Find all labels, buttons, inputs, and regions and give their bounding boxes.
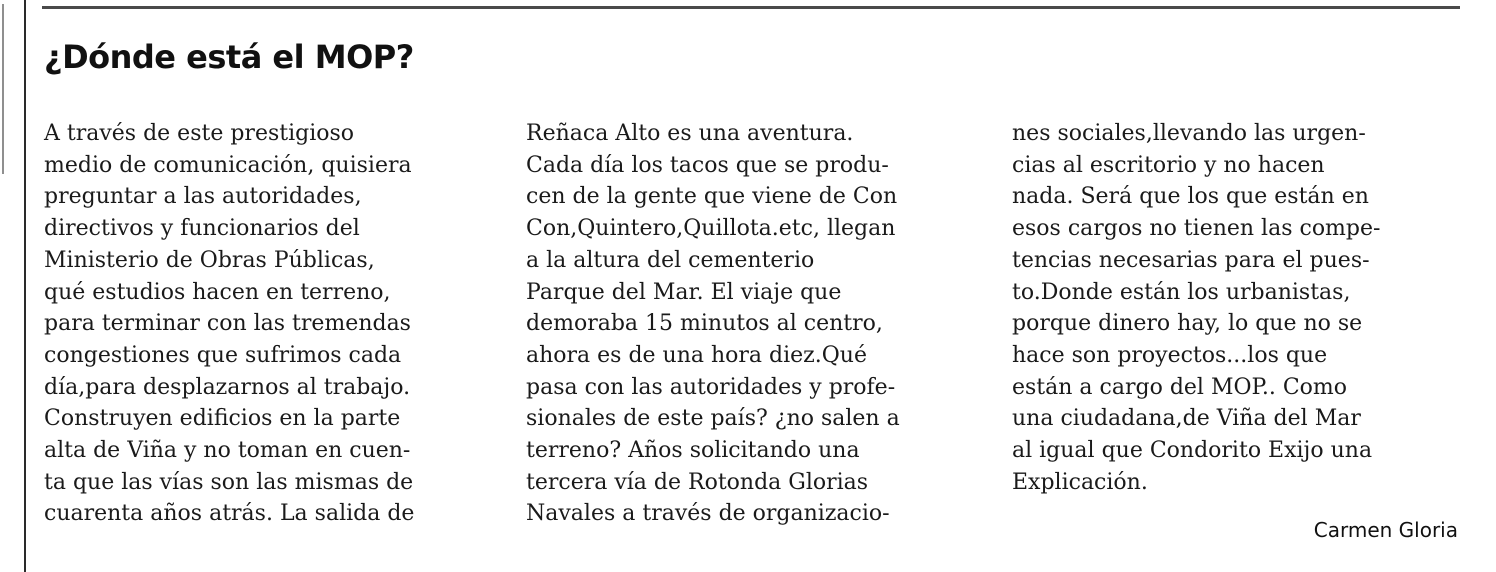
text-line: terreno? Años solicitando una xyxy=(526,438,860,464)
text-line: nes sociales,llevando las urgen- xyxy=(1012,121,1366,146)
text-line: Cada día los tacos que se produ- xyxy=(526,152,889,178)
text-line: A través de este prestigioso xyxy=(44,121,355,146)
text-line: Reñaca Alto es una aventura. xyxy=(526,121,854,146)
article-column-1 xyxy=(44,118,504,530)
text-line: hace son proyectos...los que xyxy=(1012,342,1328,368)
text-line: cuarenta años atrás. La salida de xyxy=(44,501,415,527)
text-line: preguntar a las autoridades, xyxy=(44,184,362,210)
top-divider xyxy=(42,6,1460,9)
text-line: Con,Quintero,Quillota.etc, llegan xyxy=(526,216,896,242)
text-line: Explicación. xyxy=(1012,469,1148,495)
text-line: qué estudios hacen en terreno, xyxy=(44,279,391,305)
text-line: alta de Viña y no toman en cuen- xyxy=(44,438,411,464)
text-line: medio de comunicación, quisiera xyxy=(44,152,412,178)
text-line: Construyen edificios en la parte xyxy=(44,406,401,432)
text-line: ta que las vías son las mismas de xyxy=(44,469,414,495)
text-line: Parque del Mar. El viaje que xyxy=(526,279,842,305)
text-line: tencias necesarias para el pues- xyxy=(1012,247,1370,273)
text-line: esos cargos no tienen las compe- xyxy=(1012,216,1381,242)
text-line: están a cargo del MOP.. Como xyxy=(1012,374,1348,400)
text-line: una ciudadana,de Viña del Mar xyxy=(1012,406,1361,432)
text-line: ahora es de una hora diez.Qué xyxy=(526,342,867,368)
text-line: sionales de este país? ¿no salen a xyxy=(526,406,900,432)
text-line: Ministerio de Obras Públicas, xyxy=(44,247,375,273)
text-line: demoraba 15 minutos al centro, xyxy=(526,311,883,337)
text-line: porque dinero hay, lo que no se xyxy=(1012,311,1363,337)
article-headline: ¿Dónde está el MOP? xyxy=(44,38,414,76)
text-line: to.Donde están los urbanistas, xyxy=(1012,279,1351,305)
text-line: cias al escritorio y no hacen xyxy=(1012,152,1325,178)
left-margin-rule xyxy=(24,0,26,572)
text-line: pasa con las autoridades y profe- xyxy=(526,374,896,400)
text-line: Navales a través de organizacio- xyxy=(526,501,890,527)
text-line: día,para desplazarnos al trabajo. xyxy=(44,374,411,400)
text-line: a la altura del cementerio xyxy=(526,247,815,273)
author-signature: Carmen Gloria xyxy=(1313,518,1458,542)
text-line: para terminar con las tremendas xyxy=(44,311,411,337)
text-line: cen de la gente que viene de Con xyxy=(526,184,898,210)
article-column-2 xyxy=(526,118,986,530)
margin-fragment xyxy=(2,4,18,174)
article-column-3 xyxy=(1012,118,1472,498)
text-line: nada. Será que los que están en xyxy=(1012,184,1369,210)
text-line: tercera vía de Rotonda Glorias xyxy=(526,469,869,495)
text-line: directivos y funcionarios del xyxy=(44,216,360,242)
text-line: al igual que Condorito Exijo una xyxy=(1012,438,1373,464)
text-line: congestiones que sufrimos cada xyxy=(44,342,402,368)
